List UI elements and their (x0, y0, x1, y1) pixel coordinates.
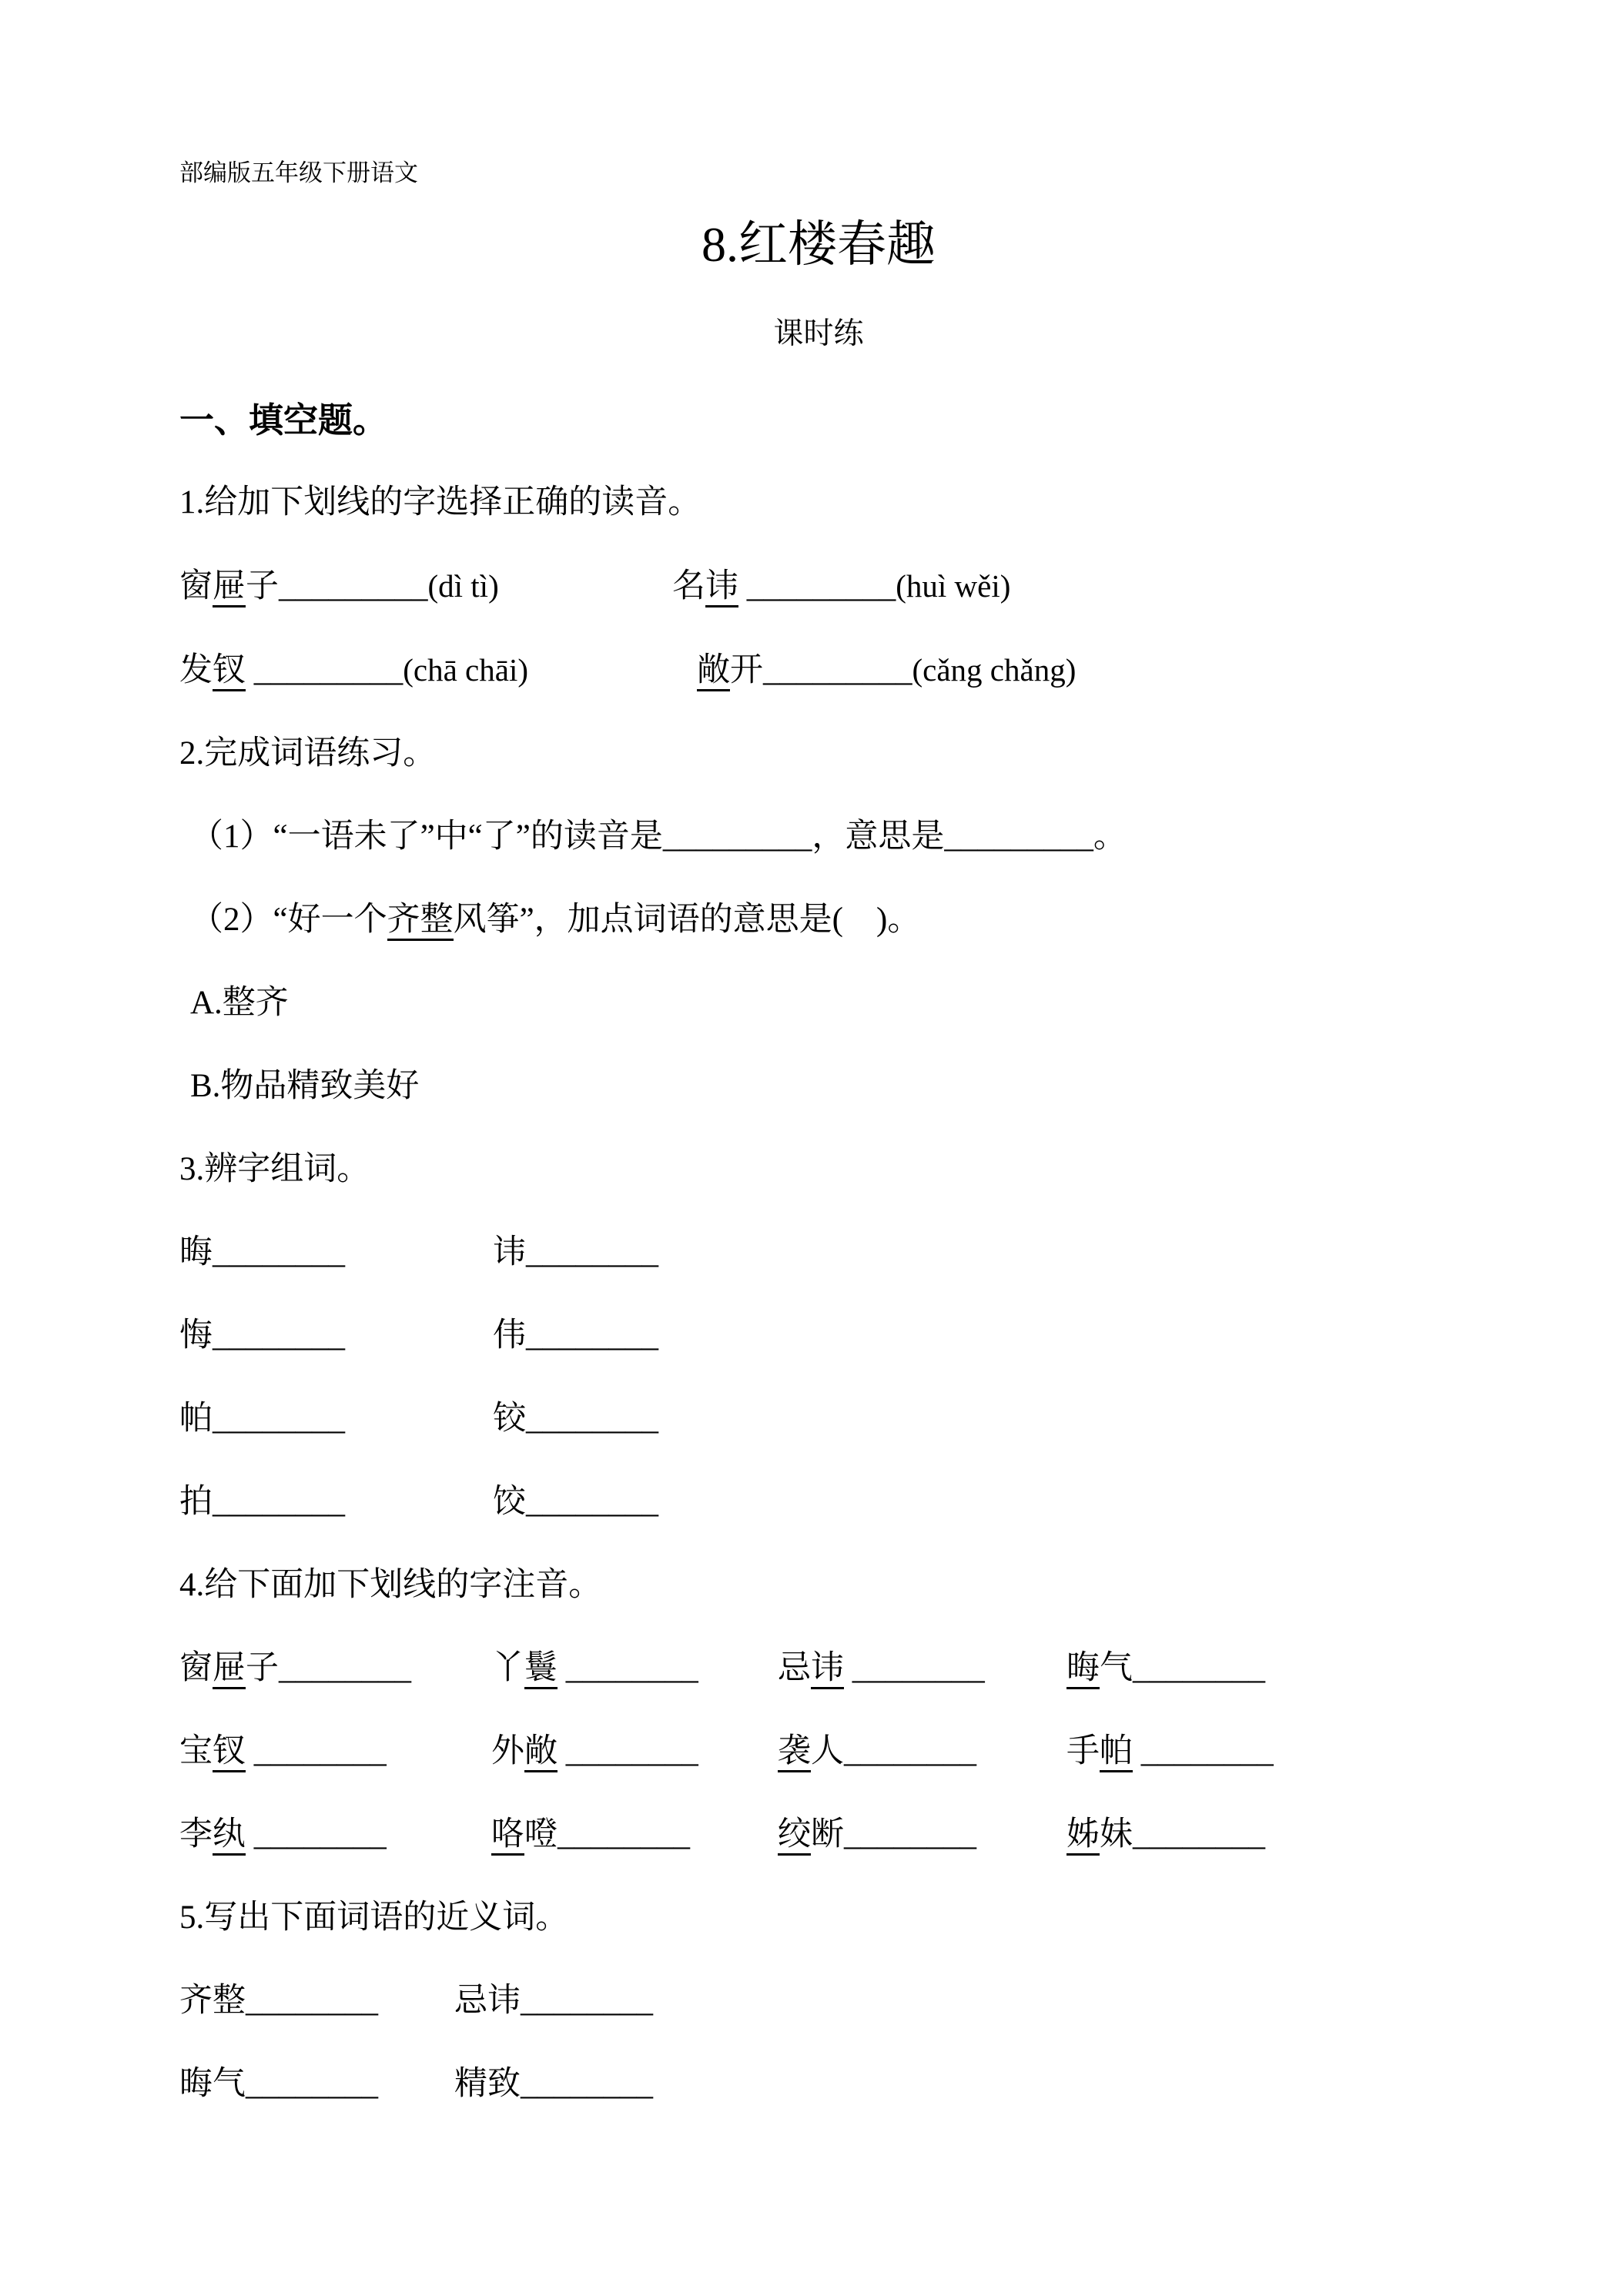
q3-row (179, 1314, 1470, 1357)
underlined-char: 晦 (1066, 1650, 1100, 1689)
term-suffix: 子 (246, 568, 279, 604)
underlined-char: 敞 (697, 652, 730, 691)
q4-term (778, 1647, 1066, 1690)
edition-label: 部编版五年级下册语文 (179, 159, 418, 186)
word-blank-cell: 晦气________ (179, 2066, 378, 2102)
underlined-char: 纨 (213, 1816, 246, 1856)
q4-term (179, 1730, 491, 1773)
q5-row (179, 1980, 1470, 2023)
q4-prompt: 4.给下面加下划线的字注音。 (179, 1567, 602, 1603)
char-blank-cell: 拍________ (179, 1484, 345, 1520)
char-blank-cell: 讳________ (493, 1234, 658, 1270)
section-1-heading: 一、填空题。 (179, 401, 388, 440)
pinyin-hint: (huì wěi) (896, 568, 1011, 604)
q4-row (179, 1730, 1470, 1773)
term-prefix: 李 (179, 1816, 213, 1853)
worksheet-subtitle: 课时练 (773, 317, 864, 350)
q4-term (491, 1730, 778, 1773)
pinyin-hint: (chā chāi) (403, 652, 528, 688)
text-part: ，意思是 (812, 818, 945, 855)
char-blank-cell: 饺________ (493, 1484, 658, 1520)
term-prefix: 窗 (179, 568, 213, 604)
q5-row (179, 2063, 1470, 2106)
pinyin-hint: (dì tì) (427, 568, 499, 604)
q1-term (697, 648, 1076, 692)
word-blank-cell: 精致________ (454, 2066, 653, 2102)
term-prefix: 发 (179, 652, 213, 688)
underlined-char: 袭 (778, 1733, 811, 1772)
pinyin-hint: (cǎng chǎng) (912, 652, 1077, 688)
char-blank-cell: 晦________ (179, 1234, 345, 1270)
text-part: （2）“好一个 (190, 902, 387, 938)
underlined-char: 讳 (705, 568, 738, 607)
blank-line: ________ (844, 1816, 976, 1853)
term-prefix: 宝 (179, 1733, 213, 1769)
char-blank-cell: 铰________ (493, 1401, 658, 1437)
q4-term (1066, 1813, 1265, 1856)
blank-line: _________ (662, 818, 812, 855)
term-prefix: 丫 (491, 1650, 524, 1686)
blank-line: ________ (1133, 1650, 1265, 1686)
blank-line: _________ (738, 568, 896, 604)
q1-row-2 (179, 648, 1470, 692)
char-blank-cell: 悔________ (179, 1317, 345, 1354)
q4-term (778, 1813, 1066, 1856)
q1-prompt: 1.给加下划线的字选择正确的读音。 (179, 484, 702, 520)
q4-term (1066, 1730, 1274, 1773)
term-suffix: 断 (811, 1816, 844, 1853)
term-prefix: 窗 (179, 1650, 213, 1686)
q1-term (672, 564, 1010, 608)
q4-term (179, 1813, 491, 1856)
q4-term (778, 1730, 1066, 1773)
underlined-char: 屉 (213, 1650, 246, 1689)
text-part: （1）“一语未了”中“了”的读音是 (190, 818, 663, 855)
term-prefix: 手 (1066, 1733, 1100, 1769)
term-suffix: 噔 (524, 1816, 558, 1853)
blank-line: ________ (844, 1650, 985, 1686)
term-prefix: 外 (491, 1733, 524, 1769)
option-a: A.整齐 (190, 985, 289, 1021)
underlined-char: 屉 (213, 568, 246, 607)
underlined-word: 齐整 (387, 902, 454, 941)
q2-prompt: 2.完成词语练习。 (179, 735, 437, 771)
term-suffix: 妹 (1100, 1816, 1133, 1853)
blank-line: ________ (558, 1650, 698, 1686)
underlined-char: 帕 (1100, 1733, 1133, 1772)
word-blank-cell: 忌讳________ (454, 1983, 653, 2019)
q4-row (179, 1813, 1470, 1856)
blank-line: _________ (246, 652, 403, 688)
blank-line: ________ (1133, 1816, 1265, 1853)
q4-term (1066, 1647, 1265, 1690)
blank-line: ________ (246, 1816, 387, 1853)
underlined-char: 钗 (213, 1733, 246, 1772)
q4-term (491, 1647, 778, 1690)
term-suffix: 开 (730, 652, 763, 688)
q3-row (179, 1481, 1470, 1524)
underlined-char: 咯 (491, 1816, 524, 1856)
q1-row-1 (179, 564, 1470, 608)
blank-line: ________ (844, 1733, 976, 1769)
text-part: 风筝”，加点词语的意思是( )。 (453, 902, 921, 938)
q1-term (179, 648, 697, 692)
blank-line: ________ (1133, 1733, 1274, 1769)
q5-prompt: 5.写出下面词语的近义词。 (179, 1899, 569, 1936)
q4-term (179, 1647, 491, 1690)
blank-line: ________ (246, 1733, 387, 1769)
q3-prompt: 3.辨字组词。 (179, 1151, 370, 1187)
q2-sub1 (179, 815, 1470, 858)
word-blank-cell: 齐整________ (179, 1983, 378, 2019)
blank-line: ________ (558, 1733, 698, 1769)
blank-line: ________ (558, 1816, 690, 1853)
term-suffix: 人 (811, 1733, 844, 1769)
term-suffix: 气 (1100, 1650, 1133, 1686)
text-part: 。 (1093, 818, 1127, 855)
q4-term (491, 1813, 778, 1856)
underlined-char: 钗 (213, 652, 246, 691)
q2-sub2 (179, 899, 1470, 942)
term-prefix: 名 (672, 568, 705, 604)
option-b: B.物品精致美好 (190, 1068, 420, 1104)
blank-line: ________ (279, 1650, 411, 1686)
term-prefix: 忌 (778, 1650, 811, 1686)
term-suffix: 子 (246, 1650, 279, 1686)
underlined-char: 绞 (778, 1816, 811, 1856)
q1-term (179, 564, 672, 608)
blank-line: _________ (944, 818, 1093, 855)
underlined-char: 姊 (1066, 1816, 1100, 1856)
q3-row (179, 1231, 1470, 1274)
lesson-title: 8.红楼春趣 (702, 217, 936, 272)
q3-row (179, 1397, 1470, 1441)
char-blank-cell: 帕________ (179, 1401, 345, 1437)
underlined-char: 敞 (524, 1733, 558, 1772)
blank-line: _________ (763, 652, 912, 688)
char-blank-cell: 伟________ (493, 1317, 658, 1354)
q4-row (179, 1647, 1470, 1690)
underlined-char: 鬟 (524, 1650, 558, 1689)
blank-line: _________ (279, 568, 428, 604)
underlined-char: 讳 (811, 1650, 844, 1689)
